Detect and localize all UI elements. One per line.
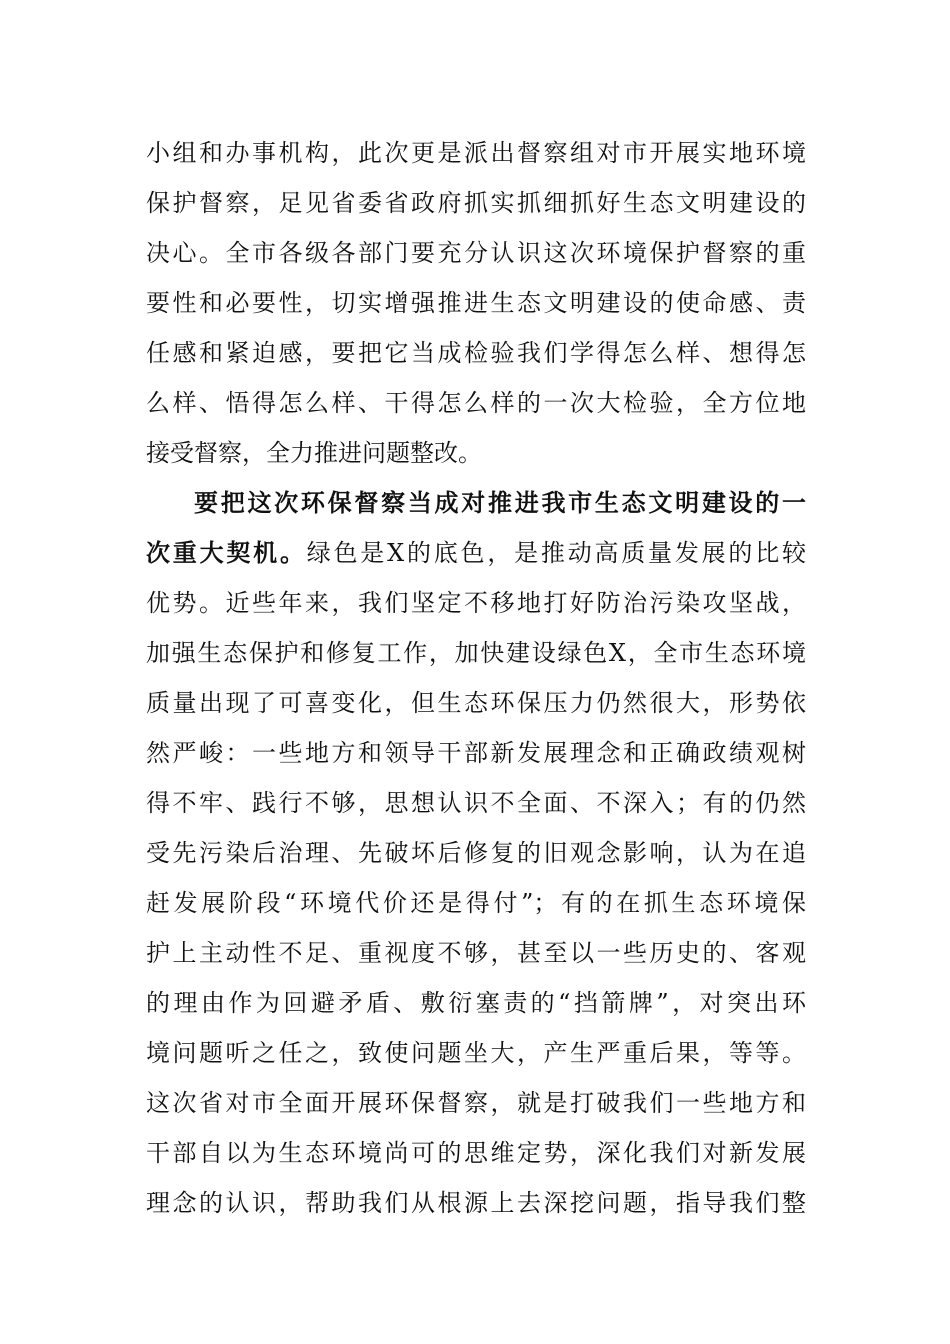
line-text: 这次省对市全面开展环保督察，就是打破我们一些地方和 [146,1089,806,1117]
line-text: 的理由作为回避矛盾、敷衍塞责的“挡箭牌”，对突出环 [146,989,806,1017]
paragraph-line [146,228,806,278]
line-text: 受先污染后治理、先破坏后修复的旧观念影响，认为在追 [146,839,806,867]
paragraph-line [146,828,806,878]
paragraph-heading-line [194,478,806,528]
paragraph-line [146,1078,806,1128]
paragraph-line [146,378,806,428]
line-text: 决心。全市各级各部门要充分认识这次环境保护督察的重 [146,239,806,267]
paragraph-line [146,578,806,628]
line-text: 么样、悟得怎么样、干得怎么样的一次大检验，全方位地 [146,389,806,417]
paragraph-line [146,278,806,328]
paragraph-line [146,1178,806,1228]
line-text: 绿色是X的底色，是推动高质量发展的比较 [306,539,806,567]
paragraph-line [146,1028,806,1078]
paragraph-line [146,978,806,1028]
line-text: 赶发展阶段“环境代价还是得付”；有的在抓生态环境保 [146,889,806,917]
paragraph-line [146,628,806,678]
paragraph-line [146,878,806,928]
line-text: 然严峻：一些地方和领导干部新发展理念和正确政绩观树 [146,739,806,767]
line-text: 保护督察，足见省委省政府抓实抓细抓好生态文明建设的 [146,189,806,217]
paragraph-line [146,328,806,378]
paragraph-line [146,1128,806,1178]
line-text: 小组和办事机构，此次更是派出督察组对市开展实地环境 [146,139,806,167]
paragraph-line [146,678,806,728]
bold-heading-text: 要把这次环保督察当成对推进我市生态文明建设的一 [194,488,806,517]
bold-heading-text: 次重大契机。 [146,538,307,567]
line-text: 质量出现了可喜变化，但生态环保压力仍然很大，形势依 [146,689,806,717]
paragraph-line [146,178,806,228]
paragraph-line [146,428,806,478]
paragraph-line [146,778,806,828]
paragraph-line [146,728,806,778]
paragraph-line [146,928,806,978]
line-text: 干部自以为生态环境尚可的思维定势，深化我们对新发展 [146,1139,806,1167]
line-text: 护上主动性不足、重视度不够，甚至以一些历史的、客观 [146,939,806,967]
paragraph-line [146,128,806,178]
line-text: 任感和紧迫感，要把它当成检验我们学得怎么样、想得怎 [146,339,806,367]
line-text: 要性和必要性，切实增强推进生态文明建设的使命感、责 [146,289,806,317]
line-text: 境问题听之任之，致使问题坐大，产生严重后果，等等。 [146,1039,806,1067]
line-text: 优势。近些年来，我们坚定不移地打好防治污染攻坚战， [146,589,806,617]
line-text: 理念的认识，帮助我们从根源上去深挖问题，指导我们整 [146,1189,806,1217]
paragraph-line [146,528,806,578]
line-text: 接受督察，全力推进问题整改。 [146,439,482,467]
line-text: 得不牢、践行不够，思想认识不全面、不深入；有的仍然 [146,789,806,817]
line-text: 加强生态保护和修复工作，加快建设绿色X，全市生态环境 [146,639,806,667]
